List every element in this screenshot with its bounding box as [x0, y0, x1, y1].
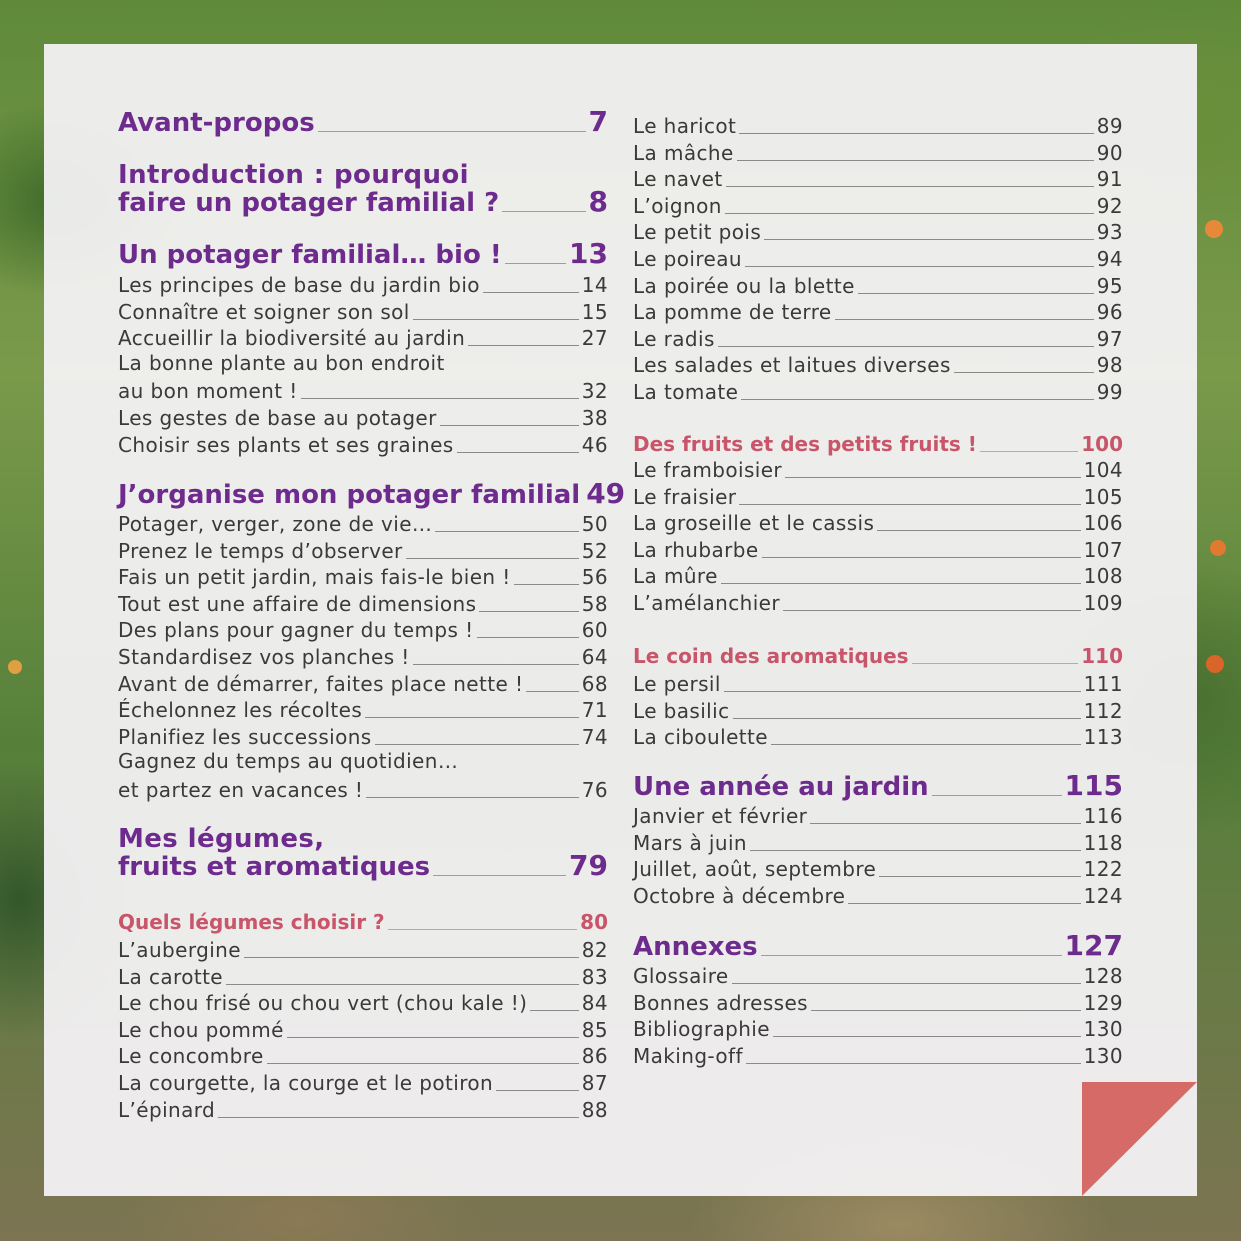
toc-entry-label: Gagnez du temps au quotidien… [118, 749, 459, 774]
toc-entry [118, 616, 608, 642]
leader-line [762, 557, 1081, 558]
toc-entry-label: Annexes [633, 932, 758, 962]
section-annexes [633, 930, 1123, 962]
toc-entry [633, 112, 1123, 138]
toc-entry-label: Le petit pois [633, 220, 762, 245]
toc-entry-label: Choisir ses plants et ses graines [118, 432, 454, 457]
toc-entry [633, 723, 1123, 749]
toc-entry-label: La rhubarbe [633, 537, 759, 562]
toc-entry [633, 298, 1123, 324]
toc-entry [118, 298, 608, 324]
toc-entry-label: Le poireau [633, 247, 742, 271]
toc-page-number: 79 [569, 849, 608, 882]
toc-page-number: 100 [1081, 432, 1123, 456]
toc-entry [633, 218, 1123, 244]
leader-line [375, 744, 579, 745]
leader-line [477, 637, 579, 638]
leader-line [877, 530, 1080, 531]
toc-entry [633, 962, 1123, 988]
leader-line [771, 744, 1081, 745]
toc-entry-label: Connaître et soigner son sol [118, 299, 410, 324]
toc-entry-label: Tout est une affaire de dimensions [118, 591, 477, 616]
toc-entry-label: Des fruits et des petits fruits ! [633, 432, 977, 456]
toc-entry-label: faire un potager familial ? [118, 188, 500, 218]
subsection-quels-legumes [118, 908, 608, 934]
toc-entry-label: Le persil [633, 672, 721, 696]
leader-line [932, 795, 1062, 796]
toc-entry-label: Accueillir la biodiversité au jardin [118, 326, 466, 351]
leader-line [732, 983, 1081, 984]
leader-line [835, 319, 1094, 320]
toc-page-number: 93 [1096, 220, 1123, 245]
toc-entry [633, 989, 1123, 1015]
section-avant-propos [118, 106, 608, 138]
leader-line [718, 346, 1094, 347]
toc-entry-label: et partez en vacances ! [118, 778, 364, 802]
toc-page-number: 118 [1083, 830, 1123, 855]
toc-page-number: 32 [581, 379, 608, 404]
toc-entry [118, 696, 608, 722]
leader-line [468, 345, 579, 346]
leader-line [218, 1117, 579, 1118]
toc-entry [633, 272, 1123, 298]
leader-line [526, 691, 578, 692]
leader-line [733, 718, 1081, 719]
leader-line [954, 372, 1094, 373]
toc-entry-label: Prenez le temps d’observer [118, 538, 403, 563]
toc-entry [633, 670, 1123, 696]
toc-page-number: 85 [581, 1017, 608, 1042]
leader-line [483, 292, 579, 293]
toc-entry [633, 483, 1123, 509]
toc-entry-label: La poirée ou la blette [633, 273, 855, 298]
toc-entry [118, 563, 608, 589]
section-annee-jardin [633, 770, 1123, 802]
toc-entry [118, 936, 608, 962]
toc-entry-label: La pomme de terre [633, 300, 832, 325]
toc-page-number: 112 [1083, 698, 1123, 723]
toc-page-number: 92 [1096, 193, 1123, 218]
toc-entry [633, 855, 1123, 881]
toc-entry [118, 963, 608, 989]
toc-page-number: 94 [1096, 247, 1123, 271]
toc-entry-label: au bon moment ! [118, 379, 298, 404]
leader-line [433, 875, 566, 876]
toc-entry-label: Le chou pommé [118, 1017, 284, 1042]
toc-page-number: 129 [1083, 990, 1123, 1015]
subsection-aromatiques [633, 642, 1123, 668]
toc-entry-label: Octobre à décembre [633, 883, 846, 908]
leader-line [764, 239, 1094, 240]
toc-entry [633, 882, 1123, 908]
toc-page-number: 97 [1096, 326, 1123, 351]
toc-page-number: 60 [581, 618, 608, 643]
toc-page-number: 76 [581, 778, 608, 802]
toc-entry [633, 829, 1123, 855]
toc-page-number: 14 [581, 273, 608, 297]
toc-entry [633, 456, 1123, 482]
toc-entry-label: La courgette, la courge et le potiron [118, 1071, 494, 1095]
toc-entry [118, 1096, 608, 1122]
toc-entry-label: Planifiez les successions [118, 724, 372, 749]
leader-line [773, 1036, 1081, 1037]
leader-line [879, 876, 1080, 877]
leader-line [457, 452, 579, 453]
section-organise [118, 477, 626, 510]
leader-line [783, 610, 1081, 611]
toc-page-number: 8 [588, 185, 608, 218]
toc-entry-label: Fais un petit jardin, mais fais-le bien ! [118, 565, 511, 590]
toc-entry-label: La carotte [118, 964, 224, 989]
toc-entry-label: Le coin des aromatiques [633, 644, 909, 668]
toc-page-number: 110 [1081, 644, 1123, 668]
toc-page-number: 116 [1083, 804, 1123, 828]
toc-page-number: 56 [581, 565, 608, 590]
leader-line [301, 398, 579, 399]
toc-entry [633, 589, 1123, 615]
toc-entry-label: Mars à juin [633, 830, 747, 855]
section-introduction-line1: Introduction : pourquoi [118, 160, 469, 190]
toc-entry [633, 245, 1123, 271]
toc-page-number: 128 [1083, 964, 1123, 988]
toc-entry [118, 1042, 608, 1068]
toc-page-number: 99 [1096, 380, 1123, 404]
toc-page-number: 108 [1083, 564, 1123, 589]
leader-line [737, 160, 1094, 161]
toc-entry [633, 1042, 1123, 1068]
leader-line [496, 1090, 579, 1091]
leader-line [750, 850, 1081, 851]
toc-page-number: 122 [1083, 857, 1123, 882]
toc-entry-label: La mâche [633, 140, 734, 165]
toc-entry-label: L’oignon [633, 193, 722, 218]
background-flower [1205, 220, 1223, 238]
toc-page-number: 38 [581, 406, 608, 430]
toc-entry [633, 697, 1123, 723]
toc-entry [118, 989, 608, 1015]
toc-entry-label: Standardisez vos planches ! [118, 645, 410, 669]
section-legumes [118, 850, 608, 882]
toc-entry [633, 536, 1123, 562]
toc-page-number: 46 [581, 432, 608, 457]
leader-line [725, 213, 1094, 214]
toc-entry [118, 1069, 608, 1095]
toc-page-number: 74 [581, 724, 608, 749]
leader-line [514, 584, 579, 585]
leader-line [267, 1063, 579, 1064]
toc-entry [118, 324, 608, 350]
leader-line [365, 717, 579, 718]
leader-line [435, 531, 578, 532]
leader-line [479, 611, 578, 612]
toc-entry-label: Le concombre [118, 1044, 264, 1069]
toc-page-number: 50 [581, 512, 608, 536]
toc-entry [118, 590, 608, 616]
toc-entry-label: L’épinard [118, 1097, 216, 1122]
toc-page-number: 98 [1096, 353, 1123, 378]
toc-entry [633, 192, 1123, 218]
toc-entry-label: L’aubergine [118, 938, 241, 962]
leader-line [440, 425, 579, 426]
section-potager-bio [118, 238, 608, 270]
toc-entry [118, 537, 608, 563]
toc-entry [118, 776, 608, 802]
leader-line [530, 1010, 578, 1011]
leader-line [980, 451, 1078, 452]
toc-entry-label: J’organise mon potager familial [118, 480, 581, 510]
toc-entry-label: Le radis [633, 326, 715, 351]
toc-entry [118, 404, 608, 430]
toc-entry [633, 325, 1123, 351]
leader-line [912, 663, 1079, 664]
toc-entry [633, 351, 1123, 377]
toc-page-number: 52 [581, 538, 608, 563]
toc-entry-label: L’amélanchier [633, 591, 780, 615]
leader-line [366, 797, 578, 798]
toc-page-number: 90 [1096, 140, 1123, 165]
leader-line [810, 823, 1080, 824]
toc-entry-label: La bonne plante au bon endroit [118, 350, 445, 375]
leader-line [726, 186, 1094, 187]
toc-entry-label: Quels légumes choisir ? [118, 910, 385, 934]
toc-entry [633, 802, 1123, 828]
toc-entry-label: fruits et aromatiques [118, 852, 431, 882]
toc-entry-label: La ciboulette [633, 725, 768, 750]
toc-entry [118, 1016, 608, 1042]
toc-page-number: 7 [588, 105, 608, 138]
section-legumes-line1: Mes légumes, [118, 824, 325, 854]
toc-entry-label: La tomate [633, 380, 739, 404]
toc-page-number: 84 [581, 991, 608, 1016]
toc-page-number: 80 [580, 910, 608, 934]
toc-entry [633, 378, 1123, 404]
toc-entry-label: Échelonnez les récoltes [118, 698, 363, 723]
leader-line [721, 583, 1081, 584]
toc-page-number: 109 [1083, 591, 1123, 615]
leader-line [505, 263, 566, 264]
toc-page-number: 96 [1096, 300, 1123, 325]
background-flower [1206, 655, 1224, 673]
leader-line [848, 903, 1080, 904]
leader-line [287, 1037, 579, 1038]
toc-page-number: 106 [1083, 511, 1123, 536]
toc-page-number: 71 [581, 698, 608, 723]
toc-entry [118, 643, 608, 669]
toc-entry [633, 1015, 1123, 1041]
toc-entry-label: Bonnes adresses [633, 990, 808, 1015]
toc-entry-label: Le navet [633, 167, 723, 192]
toc-page-number: 111 [1083, 672, 1123, 696]
background-flower [8, 660, 22, 674]
toc-page-number: 124 [1083, 883, 1123, 908]
toc-entry [633, 139, 1123, 165]
toc-page-number: 115 [1064, 769, 1123, 802]
toc-entry-label: Des plans pour gagner du temps ! [118, 618, 474, 643]
toc-page-number: 113 [1083, 725, 1123, 750]
leader-line [413, 319, 579, 320]
toc-page-number: 130 [1083, 1017, 1123, 1042]
leader-line [413, 664, 579, 665]
leader-line [406, 558, 579, 559]
toc-page-number: 95 [1096, 273, 1123, 298]
leader-line [811, 1010, 1081, 1011]
leader-line [388, 929, 578, 930]
toc-page-number: 89 [1096, 114, 1123, 138]
leader-line [318, 131, 586, 132]
leader-line [761, 955, 1062, 956]
toc-entry-label: Les salades et laitues diverses [633, 353, 951, 378]
toc-entry [118, 670, 608, 696]
toc-page-number: 15 [581, 299, 608, 324]
leader-line [244, 957, 579, 958]
toc-entry-label: Le framboisier [633, 458, 783, 482]
toc-page-number: 127 [1064, 929, 1123, 962]
toc-entry-label: Le chou frisé ou chou vert (chou kale !) [118, 991, 528, 1016]
toc-entry-label: Le basilic [633, 698, 730, 723]
section-introduction [118, 186, 608, 218]
toc-entry-label: Potager, verger, zone de vie… [118, 512, 433, 536]
toc-entry-label: Les gestes de base au potager [118, 406, 437, 430]
toc-entry-label: Une année au jardin [633, 772, 929, 802]
toc-page-number: 82 [581, 938, 608, 962]
toc-page-number: 13 [569, 237, 608, 270]
leader-line [724, 691, 1081, 692]
toc-page-number: 86 [581, 1044, 608, 1069]
leader-line [502, 211, 585, 212]
toc-entry [118, 723, 608, 749]
toc-entry-label: Avant-propos [118, 108, 315, 138]
toc-entry-label: La groseille et le cassis [633, 511, 875, 536]
toc-entry [118, 510, 608, 536]
toc-page-number: 130 [1083, 1043, 1123, 1068]
toc-entry-label: Le fraisier [633, 484, 737, 509]
toc-page-number: 105 [1083, 484, 1123, 509]
subsection-fruits [633, 430, 1123, 456]
toc-entry-label: Janvier et février [633, 804, 808, 828]
leader-line [858, 293, 1094, 294]
toc-entry-label: Bibliographie [633, 1017, 770, 1042]
toc-entry [633, 562, 1123, 588]
toc-page-number: 91 [1096, 167, 1123, 192]
toc-page-number: 107 [1083, 537, 1123, 562]
toc-page-number: 87 [581, 1071, 608, 1095]
toc-entry-label: Juillet, août, septembre [633, 857, 877, 882]
leader-line [739, 133, 1094, 134]
toc-entry-label: Avant de démarrer, faites place nette ! [118, 671, 524, 696]
toc-entry-label: Les principes de base du jardin bio [118, 273, 480, 297]
background-flower [1210, 540, 1226, 556]
leader-line [745, 266, 1094, 267]
leader-line [785, 477, 1081, 478]
toc-entry [118, 271, 608, 297]
toc-entry-label: Glossaire [633, 964, 729, 988]
toc-page-number: 68 [581, 671, 608, 696]
toc-page-number: 27 [581, 326, 608, 351]
toc-page-number: 49 [586, 477, 626, 510]
toc-entry [118, 377, 608, 403]
leader-line [746, 1063, 1081, 1064]
toc-page-number: 104 [1083, 458, 1123, 482]
toc-entry-label: Le haricot [633, 114, 737, 138]
toc-entry [633, 509, 1123, 535]
toc-page-number: 83 [581, 964, 608, 989]
leader-line [741, 399, 1093, 400]
toc-page-number: 64 [581, 645, 608, 669]
toc-entry [633, 165, 1123, 191]
toc-page-number: 88 [581, 1097, 608, 1122]
toc-entry-label: Making-off [633, 1043, 743, 1068]
leader-line [226, 984, 579, 985]
toc-page-number: 58 [581, 591, 608, 616]
toc-entry [118, 431, 608, 457]
leader-line [739, 504, 1080, 505]
toc-entry-label: Un potager familial… bio ! [118, 240, 502, 270]
toc-entry-label: La mûre [633, 564, 718, 589]
